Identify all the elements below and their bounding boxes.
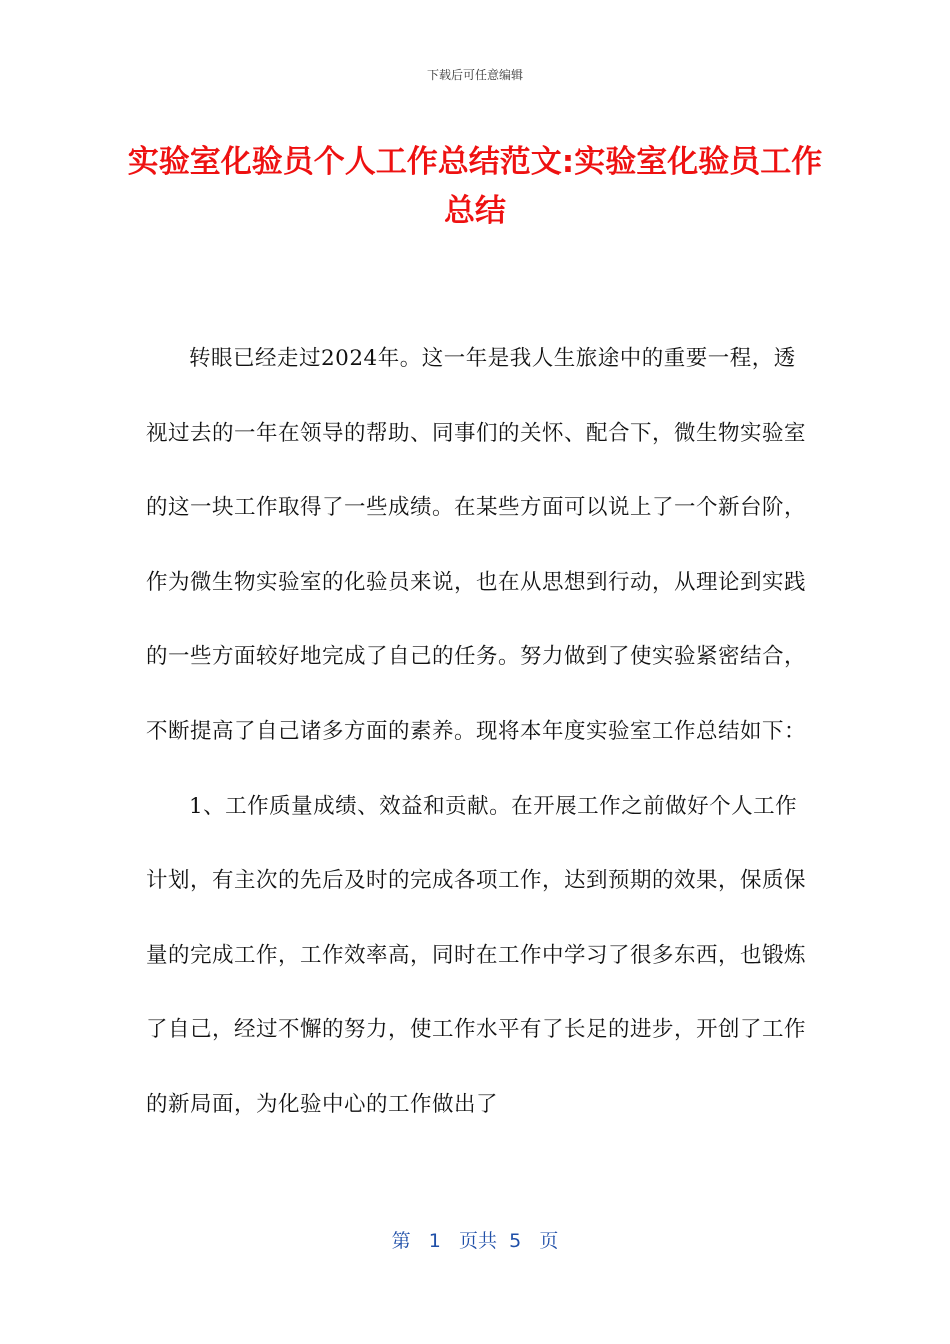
paragraph-intro: 转眼已经走过2024年。这一年是我人生旅途中的重要一程，透视过去的一年在领导的帮助、同事们的关怀、配合下，微生物实验室的这一块工作取得了一些成绩。在某些方面可以说上了一个新台阶，作为微生物实验室的化验员来说，也在从思想到行动，从理论到实践的一些方面较好地完成了自己的任务。努力做到了使实验紧密结合，不断提高了自己诸多方面的素养。现将本年度实验室工作总结如下： bbox=[146, 346, 807, 744]
paragraph-item-1: 1、工作质量成绩、效益和贡献。在开展工作之前做好个人工作计划，有主次的先后及时的完成各项工作，达到预期的效果，保质保量的完成工作，工作效率高，同时在工作中学习了很多东西，也锻炼了自己，经过不懈的努力，使工作水平有了长足的进步，开创了工作的新局面，为化验中心的工作做出了 bbox=[146, 793, 807, 1117]
footer-total-pages: 5 bbox=[509, 1230, 522, 1252]
footer-current-page: 1 bbox=[428, 1230, 441, 1252]
page-footer bbox=[0, 1226, 950, 1253]
footer-label-unit: 页 bbox=[539, 1230, 559, 1252]
document-body bbox=[146, 322, 806, 1143]
header-note: 下载后可任意编辑 bbox=[426, 68, 523, 82]
footer-label-of: 页共 bbox=[459, 1230, 498, 1252]
footer-label-page: 第 bbox=[391, 1230, 411, 1252]
document-title: 实验室化验员个人工作总结范文:实验室化验员工作总结 bbox=[127, 144, 823, 229]
